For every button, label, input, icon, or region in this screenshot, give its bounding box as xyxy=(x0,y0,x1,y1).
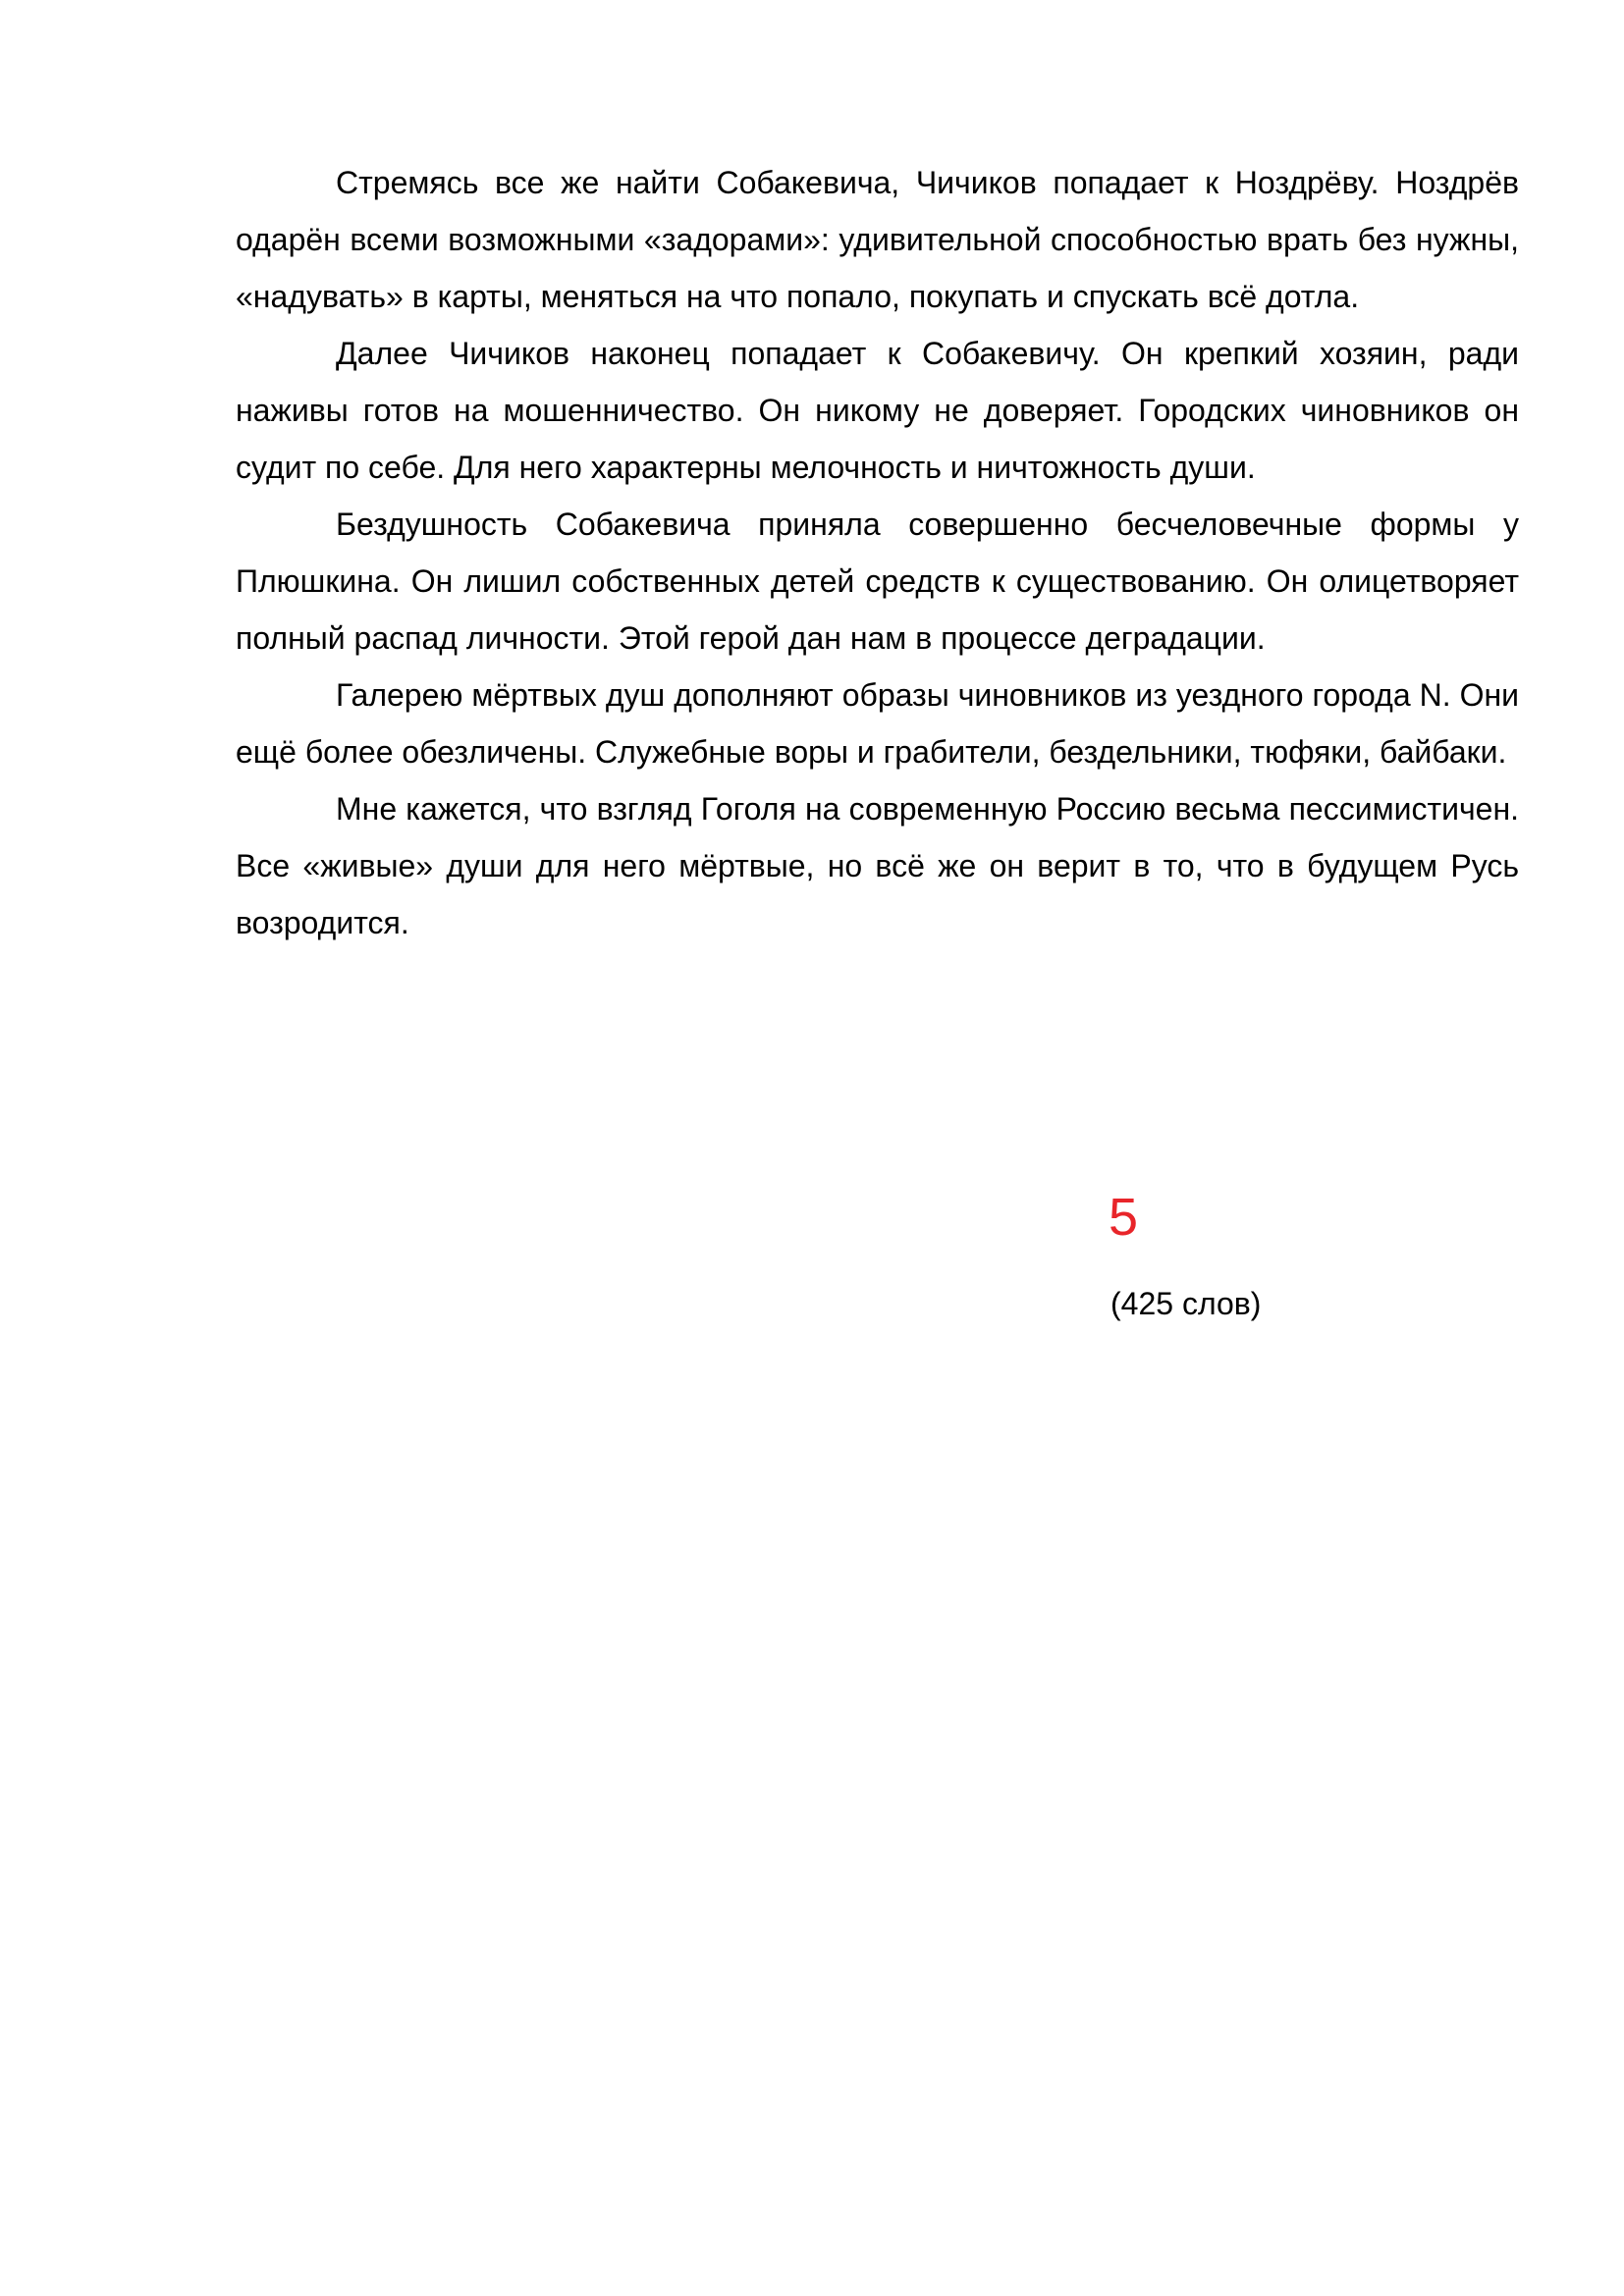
essay-paragraph-5: Мне кажется, что взгляд Гоголя на современную Россию весьма пессимистичен. Все «живые» души для него мёртвые, но всё же он верит в то, что в будущем Русь возродится. xyxy=(236,791,1519,940)
essay-paragraph-1: Стремясь все же найти Собакевича, Чичиков попадает к Ноздрёву. Ноздрёв одарён всеми возможными «задорами»: удивительной способностью врать без нужны, «надувать» в карты, меняться на что попало, покупать и спускать всё дотла. xyxy=(236,165,1519,314)
essay-paragraph-4: Галерею мёртвых душ дополняют образы чиновников из уездного города N. Они ещё более обезличены. Служебные воры и грабители, бездельники, тюфяки, байбаки. xyxy=(236,677,1519,770)
essay-paragraph-2: Далее Чичиков наконец попадает к Собакевичу. Он крепкий хозяин, ради наживы готов на мошенничество. Он никому не доверяет. Городских чиновников он судит по себе. Для него характерны мелочность и ничтожность души. xyxy=(236,336,1519,485)
word-count: (425 слов) xyxy=(1110,1286,1262,1321)
essay-paragraph-3: Бездушность Собакевича приняла совершенно бесчеловечные формы у Плюшкина. Он лишил собственных детей средств к существованию. Он олицетворяет полный распад личности. Этой герой дан нам в процессе деградации. xyxy=(236,507,1519,656)
grade-mark: 5 xyxy=(1109,1188,1139,1247)
essay-body xyxy=(236,154,1519,951)
